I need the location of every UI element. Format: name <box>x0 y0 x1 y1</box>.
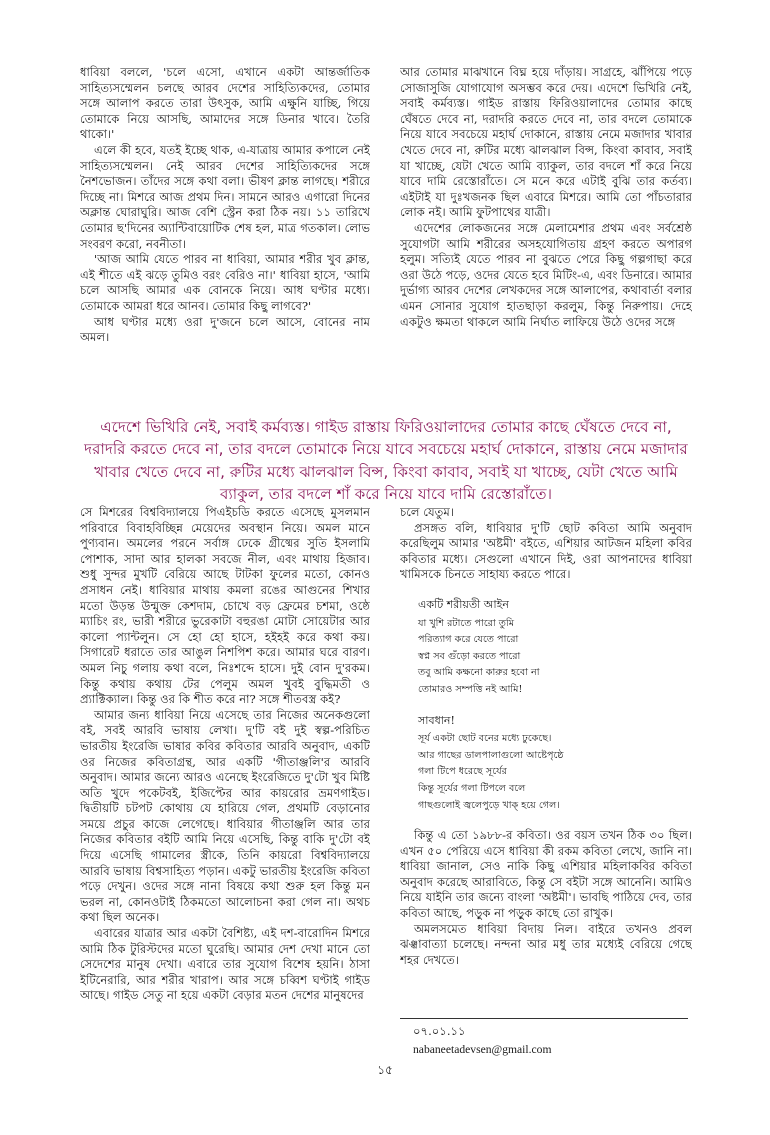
poem-title: একটি শরীয়তী আইন <box>418 597 509 611</box>
paragraph: আর তোমার মাঝখানে বিঘ্ন হয়ে দাঁড়ায়। সাগ্রহে, ঝাঁপিয়ে পড়ে সোজাসুজি যোগাযোগ অসম্ভব করে দেয়। এদেশে ভিখিরি নেই, সবাই কর্মব্যস্ত। গাইড রাস্তায় ফিরিওয়ালাদের তোমার কাছে ঘেঁষতে দেবে না, দরাদরি করতে দেবে না, তার বদলে তোমাকে নিয়ে যাবে সবচেয়ে মহার্ঘ দোকানে, রাস্তায় নেমে মজাদার খাবার খেতে দেবে না, রুটির মধ্যে ঝালঝাল বিন্স, কিংবা কাবাব, সবাই যা খাচ্ছে, যেটা খেতে আমি ব্যাকুল, তার বদলে শাঁ করে নিয়ে যাবে দামি রেস্তোরাঁতে। সে মনে করে এটাই বুঝি তার কর্তব্য। এইটাই যা দুঃখজনক ছিল এবারে মিশরে। আমি তো পাঁচতারার লোক নই। আমি ফুটপাথের যাত্রী। <box>400 65 692 220</box>
paragraph: এবারের যাত্রার আর একটা বৈশিষ্ট্য, এই দশ-বারোদিন মিশরে আমি ঠিক টুরিস্টদের মতো ঘুরেছি। আমার দেশ দেখা মানে তো সেদেশের মানুষ দেখা। এবারে তার সুযোগ বিশেষ হয়নি। ঠাসা ইটিনেরারি, আর শরীর খারাপ। আর সঙ্গে চব্বিশ ঘণ্টাই গাইড আছে। গাইড সেতু না হয়ে একটা বেড়ার মতন দেশের মানুষদের <box>80 926 370 1003</box>
poem-line: গাছগুলোই জ্বলেপুড়ে খাক্ হয়ে গেল। <box>418 799 560 811</box>
paragraph: এদেশের লোকজনের সঙ্গে মেলামেশার প্রথম এবং সর্বশ্রেষ্ঠ সুযোগটা আমি শরীরের অসহযোগিতায় গ্রহণ করতে অপারগ হলুম। সত্যিই যেতে পারব না বুঝতে পেরে কিছু গল্পগাছা করে ওরা উঠে পড়ে, ওদের যেতে হবে মিটিং-এ, এবং ডিনারে। আমার দুর্ভাগ্য আরব দেশের লেখকদের সঙ্গে আলাপের, কথাবার্তা বলার এমন সোনার সুযোগ হাতছাড়া করলুম, কিন্তু নিরুপায়। দেহে একটুও ক্ষমতা থাকলে আমি নির্ঘাত লাফিয়ে উঠে ওদের সঙ্গে <box>400 220 692 329</box>
paragraph: 'আজ আমি যেতে পারব না ধাবিয়া, আমার শরীর খুব ক্লান্ত, এই শীতে এই ঝড়ে তুমিও বরং বেরিও না।' ধাবিয়া হাসে, 'আমি চলে আসছি আমার এক বোনকে নিয়ে। আধ ঘণ্টার মধ্যে। তোমাকে আমরা ধরে আনব। তোমার কিছু লাগবে?' <box>80 252 370 313</box>
article-column-top-right <box>400 65 692 361</box>
poem-line: আর গাছের ডালপালাগুলো আষ্টেপৃষ্ঠে <box>418 749 564 761</box>
paragraph: ধাবিয়া বললে, 'চলে এসো, এখানে একটা আন্তর্জাতিক সাহিত্যসম্মেলন চলছে আরব দেশের সাহিত্যিকদের, তোমার সঙ্গে আলাপ করতে তারা উৎসুক, আমি এক্ষুনি যাচ্ছি, গিয়ে তোমাকে নিয়ে আসছি, আমাদের সঙ্গে ডিনার খাবে। তৈরি থাকো।' <box>80 65 370 142</box>
article-column-bottom-right <box>400 505 692 1005</box>
poem-line: কিন্তু সূর্যের গলা টিপলে বলে <box>418 782 526 794</box>
paragraph: কিন্তু এ তো ১৯৮৮-র কবিতা। ওর বয়স তখন ঠিক ৩০ ছিল। এখন ৫০ পেরিয়ে এসে ধাবিয়া কী রকম কবিতা লেখে, জানি না। ধাবিয়া জানাল, সেও নাকি কিছু এশিয়ার মহিলাকবির কবিতা অনুবাদ করেছে আরাবিতে, কিন্তু সে বইটা সঙ্গে আনেনি। আমিও নিয়ে যাইনি তার জন্যে বাংলা 'অষ্টমী'। ভাবছি পাঠিয়ে দেব, তার কবিতা আছে, পড়ুক না পড়ুক কাছে তো রাখুক। <box>400 828 692 921</box>
poem-line: যা খুশি রটাতে পারো তুমি <box>418 617 515 629</box>
paragraph: এলে কী হবে, যতই ইচ্ছে থাক, এ-যাত্রায় আমার কপালে নেই সাহিত্যসম্মেলন। নেই আরব দেশের সাহিত্যিকদের সঙ্গে নৈশভোজন। তাঁদের সঙ্গে কথা বলা। ভীষণ ক্লান্ত লাগছে। শরীরে দিচ্ছে না। মিশরে আজ প্রথম দিন। সামনে আরও এগারো দিনের অক্লান্ত ঘোরাঘুরি। আজ বেশি স্ট্রেন করা ঠিক নয়। ১১ তারিখে তোমার ছ'দিনের অ্যান্টিবায়োটিক শেষ হল, মাত্র গতকাল। লোভ সংবরণ করো, নবনীতা। <box>80 142 370 251</box>
paragraph: আমার জন্য ধাবিয়া নিয়ে এসেছে তার নিজের অনেকগুলো বই, সবই আরবি ভাষায় লেখা। দু'টি বই দুই স্বল্প-পরিচিত ভারতীয় ইংরেজি ভাষার কবির কবিতার আরবি অনুবাদ, একটি ওর নিজের কবিতাগ্রন্থ, আর একটি 'গীতাঞ্জলি'র আরবি অনুবাদ। আমার জন্যে আরও এনেছে ইংরেজিতে দু'টো খুব মিষ্টি অতি খুদে পকেটবই, ইজিপ্টের আর কায়রোর ভ্রমণগাইড। দ্বিতীয়টি চটপট কোথায় যে হারিয়ে গেল, প্রথমটি বেড়ানোর সময়ে প্রচুর কাজে লেগেছে। ধাবিয়ার গীতাঞ্জলি আর তার নিজের কবিতার বইটি আমি নিয়ে এসেছি, কিন্তু বাকি দু'টো বই দিয়ে এসেছি গামালের স্ত্রীকে, তিনি কায়রো বিশ্ববিদ্যালয়ে আরবি ভাষায় বিশ্বসাহিত্য পড়ান। একটু ভারতীয় ইংরেজি কবিতা পড়ে দেখুন। ওদের সঙ্গে নানা বিষয়ে কথা শুরু হল কিন্তু মন ভরল না, কোনওটাই ঠিকমতো আলোচনা করা গেল না। অথচ কথা ছিল অনেক। <box>80 707 370 925</box>
signature-divider <box>400 1018 688 1019</box>
poem-line: স্বপ্ন সব গুঁড়ো করতে পারো <box>418 650 521 662</box>
poem-line: তবু আমি কক্ষনো কারুর হবো না <box>418 667 540 679</box>
page-number: ১৫ <box>377 1063 393 1077</box>
paragraph: প্রসঙ্গত বলি, ধাবিয়ার দু'টি ছোট কবিতা আমি অনুবাদ করেছিলুম আমার 'অষ্টমী' বইতে, এশিয়ার আটজন মহিলা কবির কবিতার মধ্যে। সেগুলো এখানে দিই, ওরা আপনাদের ধাবিয়া খামিসকে চিনতে সাহায্য করতে পারে। <box>400 520 692 582</box>
article-column-top-left <box>80 65 370 361</box>
paragraph: অমলসমেত ধাবিয়া বিদায় নিল। বাইরে তখনও প্রবল ঝঞ্ঝাবাত্যা চলেছে। নন্দনা আর মধু তার মধ্যেই বেরিয়ে গেছে শহর দেখতে। <box>400 921 692 967</box>
paragraph: আধ ঘণ্টার মধ্যে ওরা দু'জনে চলে আসে, বোনের নাম অমল। <box>80 314 370 345</box>
poem-title: সাবধান! <box>418 713 455 727</box>
poem-line: পরিত্যাগ করে যেতে পারো <box>418 634 519 646</box>
poem-line: গলা টিপে ধরেছে সূর্যের <box>418 766 507 778</box>
poem-line: সূর্য একটা ছোট বনের মধ্যে ঢুকেছে। <box>418 733 552 745</box>
paragraph: চলে যেতুম। <box>400 505 454 519</box>
author-email: nabaneetadevsen@gmail.com <box>413 1043 552 1056</box>
signature-date: ০৭.০১.১১ <box>413 1024 466 1038</box>
pull-quote: এদেশে ভিখিরি নেই, সবাই কর্মব্যস্ত। গাইড রাস্তায় ফিরিওয়ালাদের তোমার কাছে ঘেঁষতে দেবে না, দরাদরি করতে দেবে না, তার বদলে তোমাকে নিয়ে যাবে সবচেয়ে মহার্ঘ দোকানে, রাস্তায় নেমে মজাদার খাবার খেতে দেবে না, রুটির মধ্যে ঝালঝাল বিন্স, কিংবা কাবাব, সবাই যা খাচ্ছে, যেটা খেতে আমি ব্যাকুল, তার বদলে শাঁ করে নিয়ে যাবে দামি রেস্তোরাঁতে। <box>84 418 688 504</box>
poem-sharia-law <box>418 597 692 814</box>
poem-line: তোমারও সম্পত্তি নই আমি! <box>418 683 523 695</box>
paragraph: সে মিশরের বিশ্ববিদ্যালয়ে পিএইচডি করতে এসেছে মুসলমান পরিবারে বিবাহবিচ্ছিন্ন মেয়েদের অবস্থান নিয়ে। অমল মানে পুণ্যবান। অমলের পরনে সর্বাঙ্গ ঢেকে গ্রীষ্মের সুতি ইসলামি পোশাক, সাদা আর হালকা সবজে নীল, এবং মাথায় হিজাব। শুধু সুন্দর মুখটি বেরিয়ে আছে টাটকা ফুলের মতো, কোনও প্রসাধন নেই। ধাবিয়ার মাথায় কমলা রঙের আগুনের শিখার মতো উড়ন্ত উন্মুক্ত কেশদাম, চোখে বড় ফ্রেমের চশমা, ওষ্ঠে ম্যাচিং রং, ভারী শরীরে ভুরেকাটা বহুরঙা মোটা সোয়েটার আর কালো প্যান্টলুন। সে হো হো হাসে, হইহই করে কথা কয়। সিগারেট ধরাতে তার আঙুল নিশপিশ করে। আমার ঘরে বারণ। অমল নিচু গলায় কথা বলে, নিঃশব্দে হাসে। দুই বোন দু'রকম। কিন্তু কথায় কথায় টের পেলুম অমল খুবই বুদ্ধিমতী ও প্র্যাক্টিক্যাল। কিন্তু ওর কি শীত করে না? সঙ্গে শীতবস্ত্র কই? <box>80 505 370 707</box>
article-column-bottom-left <box>80 505 370 1061</box>
